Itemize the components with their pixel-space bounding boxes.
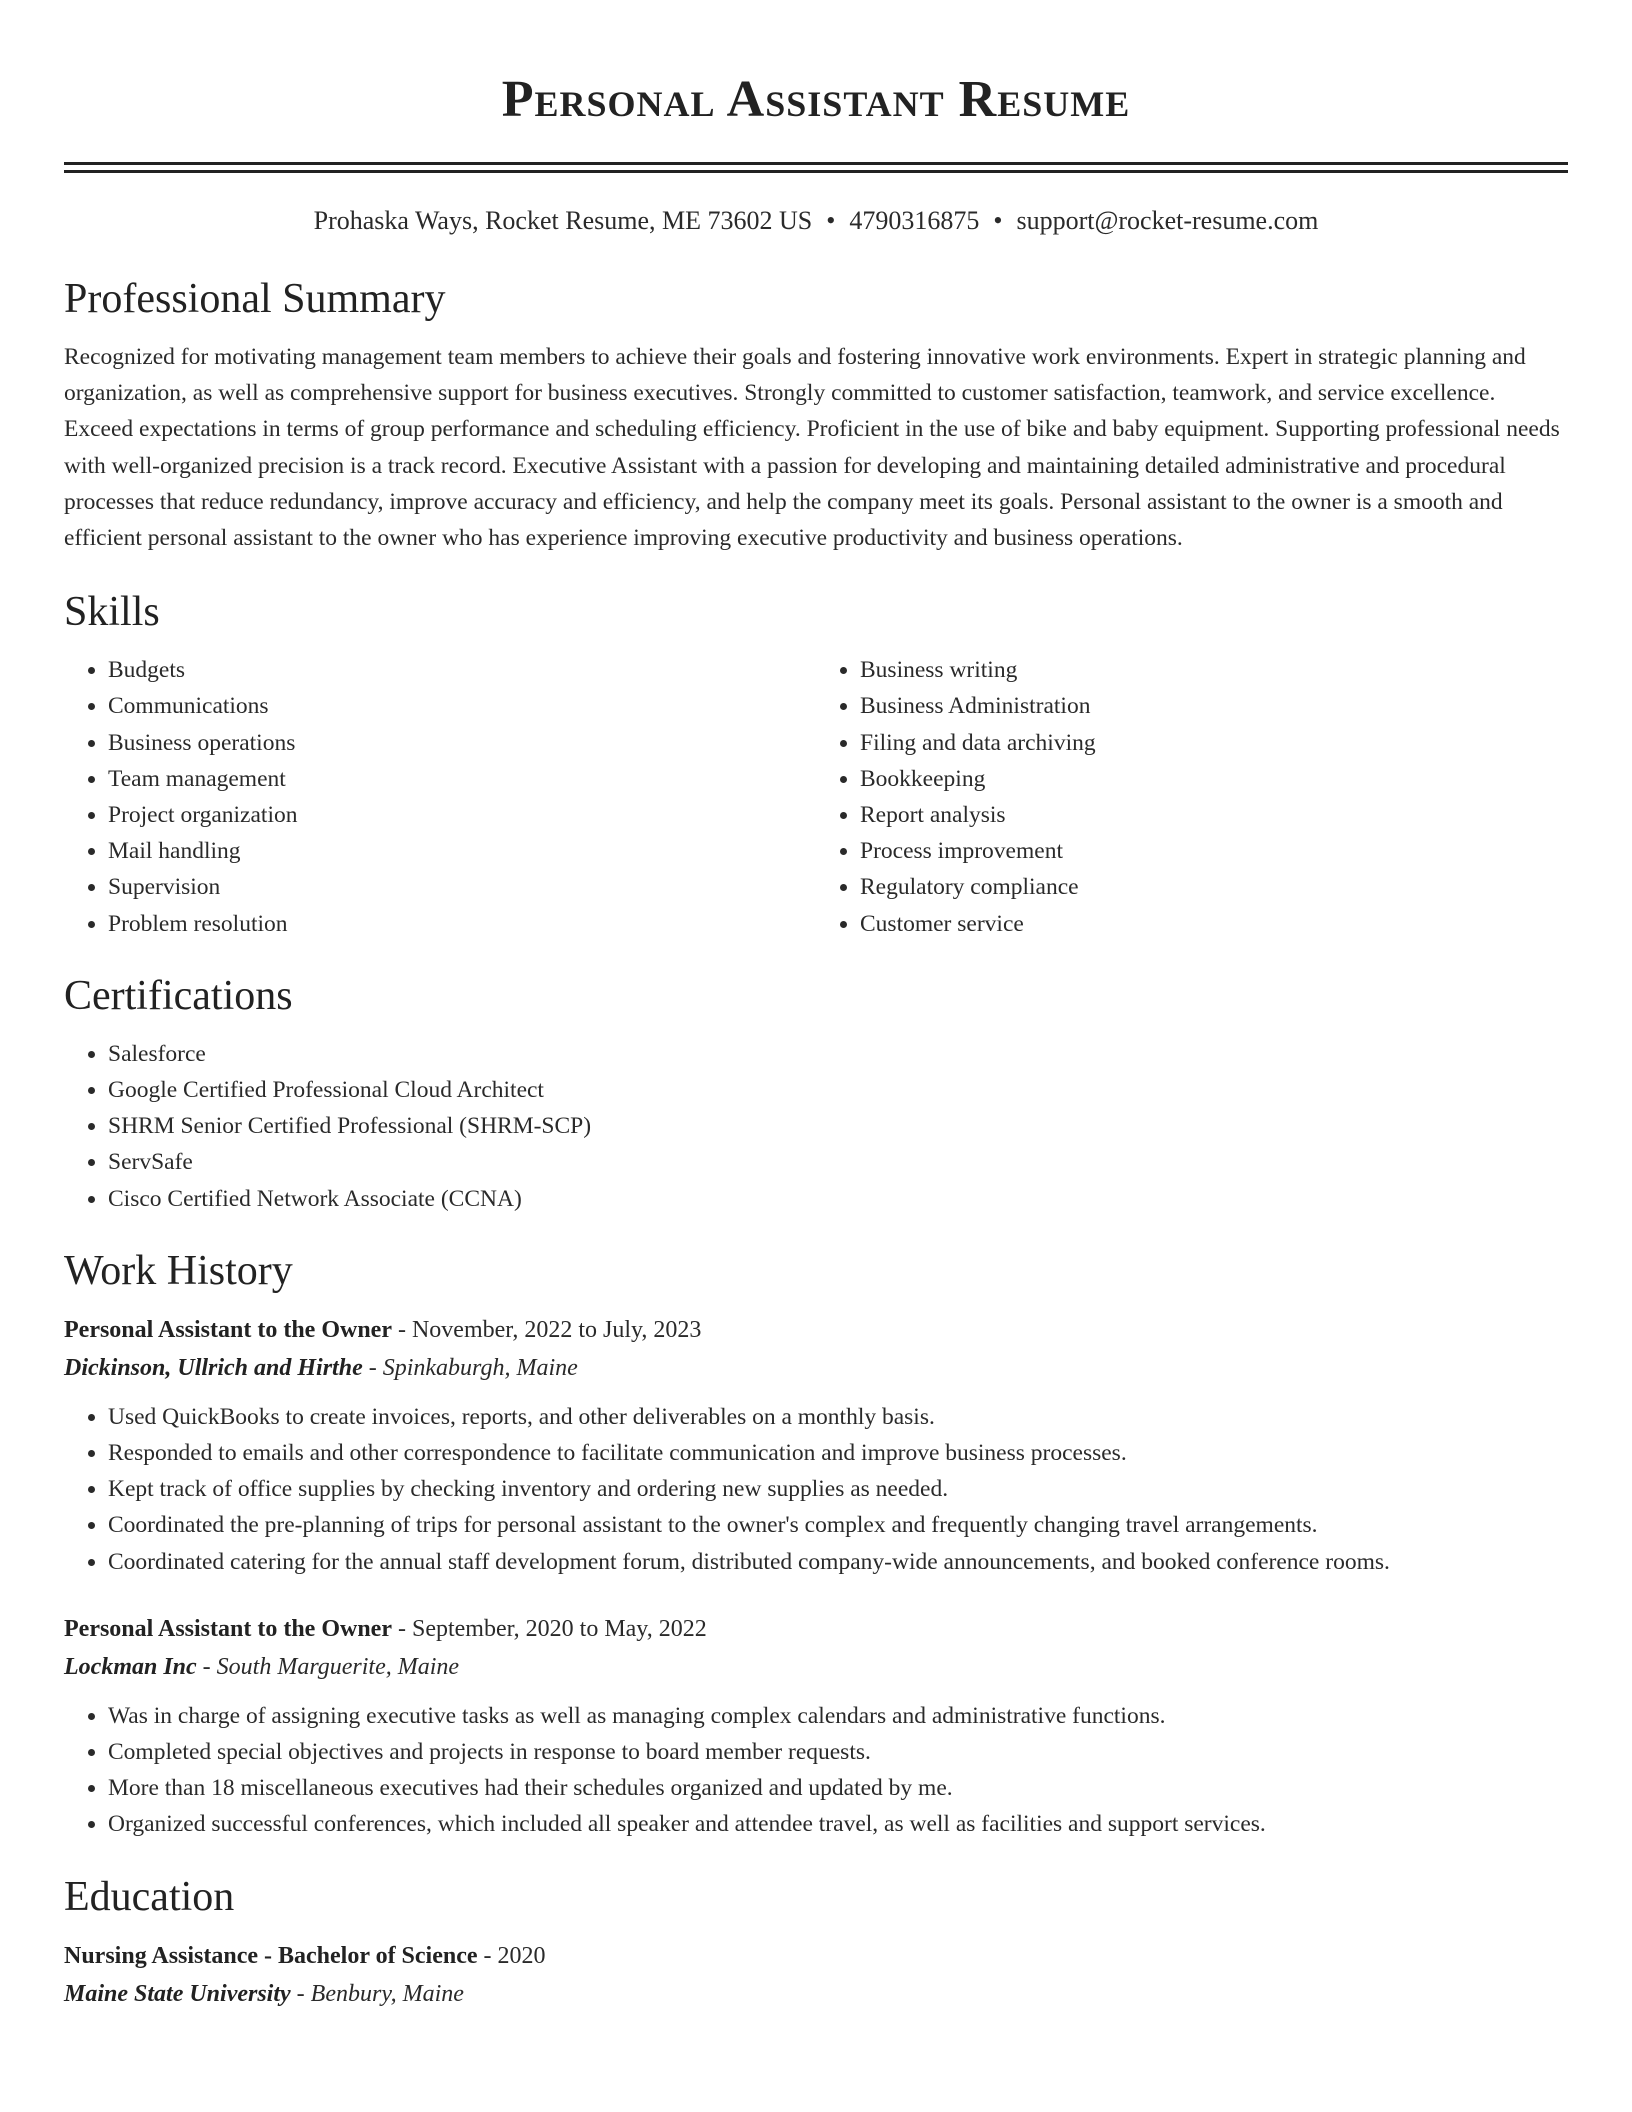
education-section xyxy=(64,1871,1568,2013)
education-degree: Nursing Assistance - Bachelor of Science xyxy=(64,1942,478,1969)
job-location: - South Marguerite, Maine xyxy=(196,1653,460,1680)
job-dates: - September, 2020 to May, 2022 xyxy=(391,1615,707,1642)
job-entry xyxy=(64,1610,1568,1843)
skills-columns xyxy=(64,652,1568,942)
job-title-line xyxy=(64,1610,1568,1648)
job-company-line xyxy=(64,1648,1568,1686)
job-duty-item: • Was in charge of assigning executive tasks as well as managing complex calendars and administrative functions. xyxy=(108,1698,1568,1734)
certifications-section xyxy=(64,970,1568,1217)
skill-item: • Bookkeeping xyxy=(860,761,1568,797)
contact-email: support@rocket-resume.com xyxy=(1016,206,1319,235)
skill-item: • Communications xyxy=(108,688,816,724)
job-location: - Spinkaburgh, Maine xyxy=(362,1354,578,1381)
summary-text: Recognized for motivating management team members to achieve their goals and fostering innovative work environments. Expert in strategic planning and organization, as well as comprehensive support for business executives. Strongly committed to customer satisfaction, teamwork, and service excellence. Exceed expectations in terms of group performance and scheduling efficiency. Proficient in the use of bike and baby equipment. Supporting professional needs with well-organized precision is a track record. Executive Assistant with a passion for developing and maintaining detailed administrative and procedural processes that reduce redundancy, improve accuracy and efficiency, and help the company meet its goals. Personal assistant to the owner is a smooth and efficient personal assistant to the owner who has experience improving executive productivity and business operations. xyxy=(64,344,1560,552)
skill-item: • Business Administration xyxy=(860,688,1568,724)
contact-separator: • xyxy=(993,206,1003,235)
section-heading-education: Education xyxy=(64,1873,235,1920)
skill-item: • Customer service xyxy=(860,906,1568,942)
job-duty-item: • Organized successful conferences, which included all speaker and attendee travel, as well as facilities and support services. xyxy=(108,1806,1568,1842)
skill-item: • Budgets xyxy=(108,652,816,688)
education-location: - Benbury, Maine xyxy=(290,1980,464,2007)
skill-item: • Business operations xyxy=(108,725,816,761)
job-duty-item: • Coordinated catering for the annual staff development forum, distributed company-wide announcements, and booked conference rooms. xyxy=(108,1544,1568,1580)
skill-item: • Business writing xyxy=(860,652,1568,688)
job-duty-item: • Coordinated the pre-planning of trips for personal assistant to the owner's complex and frequently changing travel arrangements. xyxy=(108,1507,1568,1543)
job-duty-item: • Used QuickBooks to create invoices, reports, and other deliverables on a monthly basis. xyxy=(108,1399,1568,1435)
work-history-section xyxy=(64,1245,1568,1843)
education-school: Maine State University xyxy=(64,1980,291,2007)
job-company: Dickinson, Ullrich and Hirthe xyxy=(64,1354,363,1381)
section-heading-skills: Skills xyxy=(64,589,160,636)
section-heading-summary: Professional Summary xyxy=(64,276,446,322)
skills-list-left xyxy=(64,652,816,942)
page-title: Personal Assistant Resume xyxy=(501,71,1131,128)
job-dates: - November, 2022 to July, 2023 xyxy=(391,1316,702,1343)
skill-item: • Mail handling xyxy=(108,833,816,869)
certifications-list xyxy=(64,1036,1568,1217)
certification-item: • SHRM Senior Certified Professional (SHRM-SCP) xyxy=(108,1108,1568,1144)
contact-line xyxy=(64,203,1568,239)
skill-item: • Process improvement xyxy=(860,833,1568,869)
skill-item: • Regulatory compliance xyxy=(860,869,1568,905)
skills-section xyxy=(64,586,1568,942)
job-title: Personal Assistant to the Owner xyxy=(64,1615,392,1642)
education-school-line xyxy=(64,1975,1568,2013)
job-entry xyxy=(64,1311,1568,1580)
certification-item: • ServSafe xyxy=(108,1144,1568,1180)
certification-item: • Google Certified Professional Cloud Architect xyxy=(108,1072,1568,1108)
skills-list-right xyxy=(816,652,1568,942)
job-duty-item: • Kept track of office supplies by checking inventory and ordering new supplies as needed. xyxy=(108,1471,1568,1507)
section-heading-certifications: Certifications xyxy=(64,972,293,1019)
certification-item: • Salesforce xyxy=(108,1036,1568,1072)
job-duty-item: • Completed special objectives and projects in response to board member requests. xyxy=(108,1734,1568,1770)
skill-item: • Filing and data archiving xyxy=(860,725,1568,761)
certification-item: • Cisco Certified Network Associate (CCNA) xyxy=(108,1181,1568,1217)
job-duties-list xyxy=(64,1399,1568,1580)
education-degree-line xyxy=(64,1937,1568,1975)
job-company-line xyxy=(64,1349,1568,1387)
skill-item: • Project organization xyxy=(108,797,816,833)
skill-item: • Supervision xyxy=(108,869,816,905)
contact-address: Prohaska Ways, Rocket Resume, ME 73602 US xyxy=(313,206,813,235)
skill-item: • Team management xyxy=(108,761,816,797)
job-duty-item: • More than 18 miscellaneous executives had their schedules organized and updated by me. xyxy=(108,1770,1568,1806)
job-title: Personal Assistant to the Owner xyxy=(64,1316,392,1343)
job-duty-item: • Responded to emails and other correspondence to facilitate communication and improve business processes. xyxy=(108,1435,1568,1471)
job-company: Lockman Inc xyxy=(64,1653,197,1680)
job-duties-list xyxy=(64,1698,1568,1843)
section-heading-work-history: Work History xyxy=(64,1247,293,1294)
skill-item: • Report analysis xyxy=(860,797,1568,833)
education-year: - 2020 xyxy=(477,1942,546,1969)
skill-item: • Problem resolution xyxy=(108,906,816,942)
job-title-line xyxy=(64,1311,1568,1349)
professional-summary-section xyxy=(64,273,1568,556)
contact-separator: • xyxy=(826,206,836,235)
title-divider xyxy=(64,162,1568,173)
contact-phone: 4790316875 xyxy=(849,206,980,235)
